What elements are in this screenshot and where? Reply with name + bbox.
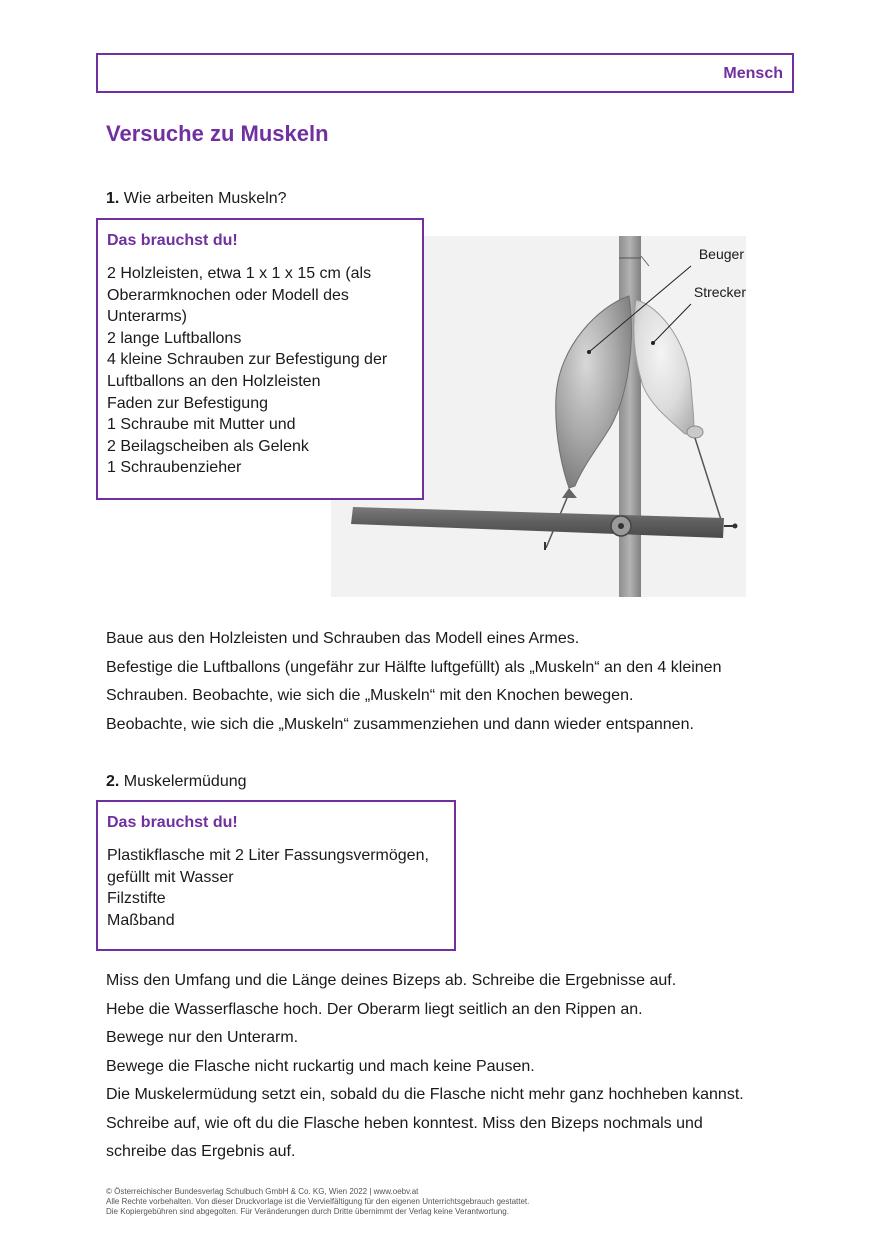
category-label: Mensch [723, 65, 783, 82]
materials-list-item: Oberarmknochen oder Modell des [107, 286, 349, 304]
instruction-line: Bewege nur den Unterarm. [106, 1029, 299, 1046]
header-bar [96, 53, 794, 93]
instruction-line: Hebe die Wasserflasche hoch. Der Oberarm liegt seitlich an den Rippen an. [106, 1000, 643, 1018]
section-2-heading [106, 773, 247, 791]
footer-line: Alle Rechte vorbehalten. Von dieser Druckvorlage ist die Vervielfältigung für den eigenen Unterrichtsgebrauch gestattet. [106, 1197, 530, 1206]
instruction-line: Die Muskelermüdung setzt ein, sobald du die Flasche nicht mehr ganz hochheben kannst. [106, 1086, 744, 1103]
materials-list-item: Plastikflasche mit 2 Liter Fassungsvermögen, [107, 847, 429, 864]
materials-list-item: Faden zur Befestigung [107, 394, 268, 412]
flexor-label: Beuger [698, 246, 744, 262]
instruction-line: schreibe das Ergebnis auf. [106, 1143, 296, 1160]
materials-list-item: 2 Holzleisten, etwa 1 x 1 x 15 cm (als [107, 265, 372, 282]
materials-list-item: 1 Schraubenzieher [107, 459, 242, 477]
section-1-title: Wie arbeiten Muskeln? [123, 190, 287, 207]
materials-list-item: Maßband [107, 911, 175, 929]
instruction-line: Befestige die Luftballons (ungefähr zur Hälfte luftgefüllt) als „Muskeln“ an den 4 kleinen [106, 658, 722, 676]
section-1-heading [106, 190, 287, 208]
materials-list-item: Luftballons an den Holzleisten [107, 372, 321, 390]
materials-box-2-title: Das brauchst du! [107, 814, 238, 831]
instruction-line: Baue aus den Holzleisten und Schrauben das Modell eines Armes. [106, 630, 580, 647]
materials-box-2 [96, 800, 456, 951]
footer-line: Die Kopiergebühren sind abgegolten. Für Veränderungen durch Dritte übernimmt der Verlag keine Verantwortung. [106, 1207, 509, 1216]
materials-list-item: Unterarms) [107, 308, 188, 326]
materials-list-item: 4 kleine Schrauben zur Befestigung der [107, 351, 388, 369]
footer-line: © Österreichischer Bundesverlag Schulbuch GmbH & Co. KG, Wien 2022 | www.oebv.at [106, 1187, 419, 1196]
section-2-instructions [106, 967, 744, 1167]
instruction-line: Schreibe auf, wie oft du die Flasche heben konntest. Miss den Bizeps nochmals und [106, 1114, 703, 1132]
copyright-footer [106, 1187, 529, 1217]
extensor-label: Strecker [693, 284, 746, 300]
page-title: Versuche zu Muskeln [106, 121, 329, 146]
upper-arm-stick [619, 236, 641, 597]
materials-list-item: Filzstifte [107, 890, 166, 908]
materials-list-item: gefüllt mit Wasser [107, 868, 234, 886]
instruction-line: Beobachte, wie sich die „Muskeln“ zusammenziehen und dann wieder entspannen. [106, 715, 694, 733]
materials-list-item: 1 Schraube mit Mutter und [107, 416, 296, 434]
section-2-title: Muskelermüdung [123, 773, 247, 790]
materials-list-1 [107, 263, 412, 479]
instruction-line: Bewege die Flasche nicht ruckartig und mach keine Pausen. [106, 1057, 535, 1075]
instruction-line: Miss den Umfang und die Länge deines Bizeps ab. Schreibe die Ergebnisse auf. [106, 972, 677, 989]
section-1-instructions [106, 625, 721, 739]
section-1-number: 1. [106, 190, 120, 207]
section-2-number: 2. [106, 773, 120, 790]
materials-box-1 [96, 218, 424, 500]
materials-list-item: 2 lange Luftballons [107, 329, 242, 347]
materials-box-1-title: Das brauchst du! [107, 232, 238, 249]
materials-list-2 [107, 845, 444, 931]
materials-list-item: 2 Beilagscheiben als Gelenk [107, 437, 309, 455]
instruction-line: Schrauben. Beobachte, wie sich die „Muskeln“ mit den Knochen bewegen. [106, 687, 634, 704]
